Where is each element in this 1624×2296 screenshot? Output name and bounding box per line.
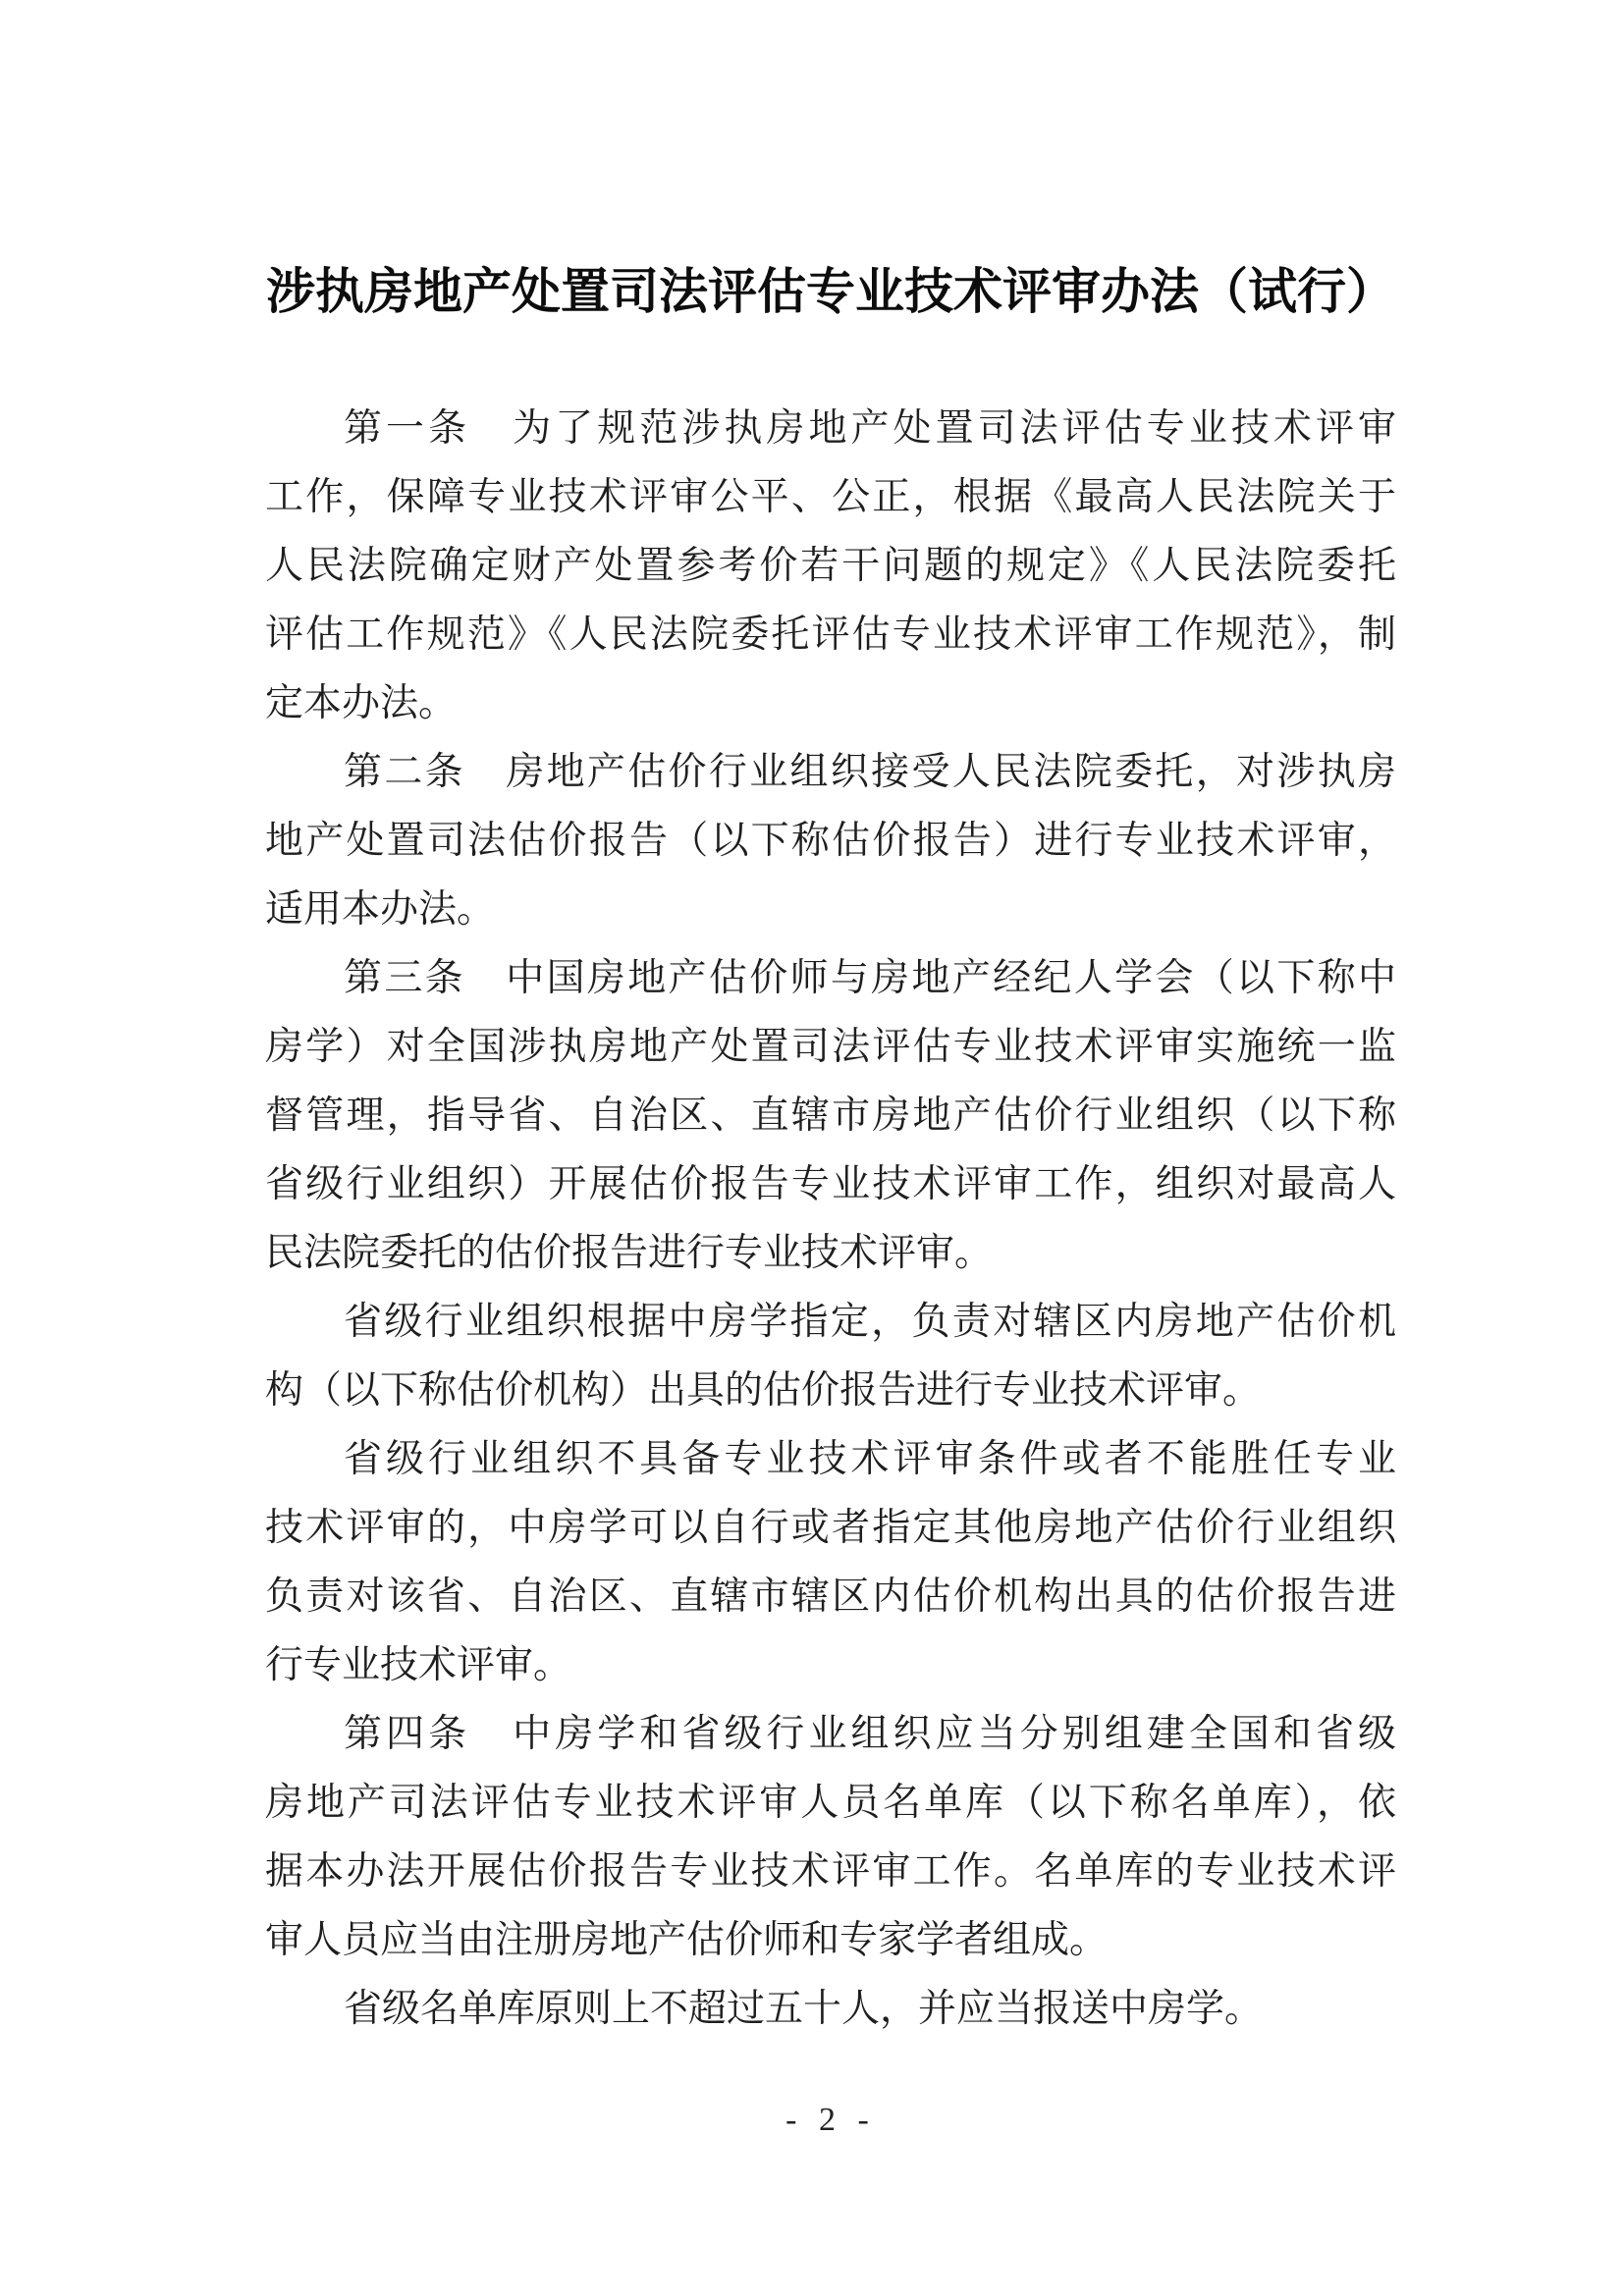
body-line: 房学）对全国涉执房地产处置司法评估专业技术评审实施统一监 <box>265 1026 1396 1068</box>
body-line: 第一条 为了规范涉执房地产处置司法评估专业技术评审 <box>344 407 1396 450</box>
body-line: 负责对该省、自治区、直辖市辖区内估价机构出具的估价报告进 <box>265 1575 1396 1618</box>
body-line: 省级名单库原则上不超过五十人，并应当报送中房学。 <box>344 1988 1264 2030</box>
body-line: 审人员应当由注册房地产估价师和专家学者组成。 <box>265 1919 1109 1961</box>
body-line: 适用本办法。 <box>265 888 496 931</box>
body-line: 民法院委托的估价报告进行专业技术评审。 <box>265 1232 994 1274</box>
body-line: 省级行业组织）开展估价报告专业技术评审工作，组织对最高人 <box>265 1163 1396 1205</box>
body-line: 工作，保障专业技术评审公平、公正，根据《最高人民法院关于 <box>265 476 1396 518</box>
body-line: 据本办法开展估价报告专业技术评审工作。名单库的专业技术评 <box>265 1850 1396 1893</box>
document-content <box>265 265 1396 2044</box>
body-line: 构（以下称估价机构）出具的估价报告进行专业技术评审。 <box>265 1369 1262 1412</box>
body-line: 省级行业组织根据中房学指定，负责对辖区内房地产估价机 <box>344 1301 1396 1343</box>
document-title: 涉执房地产处置司法评估专业技术评审办法（试行） <box>266 264 1395 319</box>
body-line: 评估工作规范》《人民法院委托评估专业技术评审工作规范》，制 <box>265 614 1396 656</box>
body-line: 省级行业组织不具备专业技术评审条件或者不能胜任专业 <box>344 1438 1396 1480</box>
body-line: 行专业技术评审。 <box>265 1644 572 1686</box>
body-line: 第四条 中房学和省级行业组织应当分别组建全国和省级 <box>344 1713 1396 1755</box>
body-line: 第三条 中国房地产估价师与房地产经纪人学会（以下称中 <box>344 957 1396 999</box>
body-line: 地产处置司法估价报告（以下称估价报告）进行专业技术评审， <box>265 820 1396 862</box>
body-line: 技术评审的，中房学可以自行或者指定其他房地产估价行业组织 <box>265 1507 1396 1549</box>
body-line: 人民法院确定财产处置参考价若干问题的规定》《人民法院委托 <box>265 545 1396 587</box>
page-number: - 2 - <box>785 2102 876 2138</box>
document-body <box>265 395 1396 2044</box>
body-line: 定本办法。 <box>265 682 458 724</box>
body-line: 房地产司法评估专业技术评审人员名单库（以下称名单库），依 <box>265 1782 1396 1824</box>
body-line: 第二条 房地产估价行业组织接受人民法院委托，对涉执房 <box>344 751 1396 793</box>
body-line: 督管理，指导省、自治区、直辖市房地产估价行业组织（以下称 <box>265 1095 1396 1137</box>
